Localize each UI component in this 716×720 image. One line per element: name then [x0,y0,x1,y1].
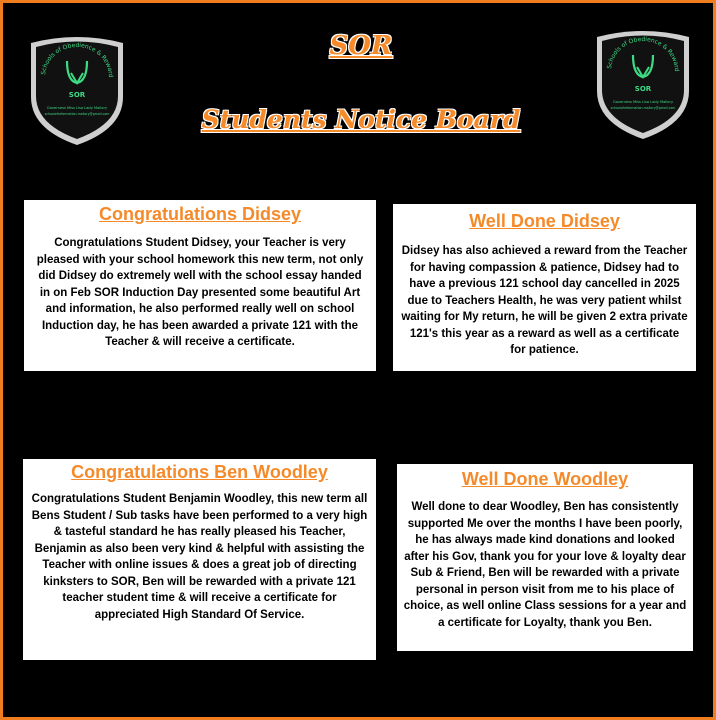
page-title: SOR [329,31,393,61]
logo-line-1: Governess Miss Lisa Lady Mallory [612,100,674,104]
notice-card-well-done-woodley [397,464,693,651]
notice-title: Congratulations Didsey [98,204,302,224]
logo-line-2: schoolofreformation.mallory@gmail.com [44,112,110,116]
sor-shield-logo-left [23,33,131,149]
page-subtitle: Students Notice Board [201,105,521,134]
notice-title: Congratulations Ben Woodley [71,462,328,482]
sor-shield-logo-right [589,27,697,143]
logo-line-2: schoolofreformation.mallory@gmail.com [610,106,676,110]
logo-ring-text: Schools of Obedience & Reward [40,41,115,78]
notice-body: Well done to dear Woodley, Ben has consistently supported Me over the months I have been poorly, he has always made kind donations and looked after his Gov, thank you for your love & loyalty dear Sub & Friend, Ben will be rewarded with a private personal in person visit from me to his place of choice, as well online Class sessions for a year and a certificate for Loyalty, thank you Ben. [403,501,687,629]
logo-line-1: Governess Miss Lisa Lady Mallory [46,106,108,110]
notice-title: Well Done Woodley [461,469,629,489]
notice-card-congratulations-ben-woodley [23,459,376,660]
logo-ring-text: Schools of Obedience & Reward [606,35,681,72]
notice-body: Congratulations Student Benjamin Woodley, this new term all Bens Student / Sub tasks have been performed to a very high & tasteful standard he has really pleased his Teacher, Benjamin as also been very kind & helpful with assisting the Teacher with online issues & does a great job of directing kinksters to SOR, Ben will be rewarded with a private 121 teacher student time & will receive a certificate for appreciated High Standard Of Service. [31,493,368,621]
notice-body: Congratulations Student Didsey, your Teacher is very pleased with your school homework this new term, not only did Didsey do extremely well with the school essay handed in on Feb SOR Induction Day presented some beautiful Art and information, he also performed really well on school Induction day, he has been awarded a private 121 with the Teacher & will receive a certificate. [36,237,364,348]
logo-center-text: SOR [68,91,86,99]
notice-card-congratulations-didsey [24,200,376,371]
notice-title: Well Done Didsey [469,211,620,231]
logo-center-text: SOR [634,85,652,93]
notice-card-well-done-didsey [393,204,696,371]
notice-body: Didsey has also achieved a reward from the Teacher for having compassion & patience, Didsey had to have a previous 121 school day cancelled in 2025 due to Teachers Health, he was very patient whilst waiting for My return, he will be given 2 extra private 121's this year as a reward as well as a certificate for patience. [401,245,688,356]
